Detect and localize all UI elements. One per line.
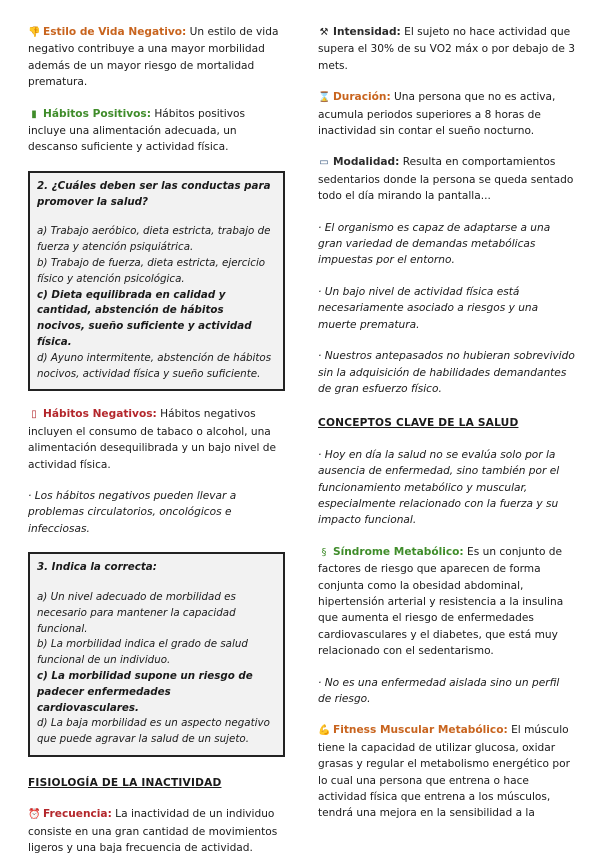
paragraph-duracion xyxy=(318,89,575,139)
alarm-clock-icon: ⏰ xyxy=(28,809,41,821)
term-fitness: Fitness Muscular Metabólico: xyxy=(333,724,508,737)
term-habitos-negativos: Hábitos Negativos: xyxy=(43,408,157,421)
paragraph-habitos-positivos xyxy=(28,106,285,156)
paragraph-modalidad xyxy=(318,154,575,204)
quiz3-option-c: c) La morbilidad supone un riesgo de padecer enfermedades cardiovasculares. xyxy=(37,670,253,714)
hourglass-icon: ⌛ xyxy=(318,92,331,104)
term-sindrome: Síndrome Metabólico: xyxy=(333,545,464,558)
thumb-down-icon: 👎 xyxy=(28,27,41,38)
left-column xyxy=(28,24,285,857)
paragraph-sindrome xyxy=(318,544,575,660)
laptop-icon: ▭ xyxy=(319,157,329,169)
paragraph-frecuencia xyxy=(28,806,285,856)
quiz3-option-a: a) Un nivel adecuado de morbilidad es necesario para mantener la capacidad funcional. xyxy=(37,591,236,635)
flexed-biceps-icon: 💪 xyxy=(318,725,331,737)
term-estilo-negativo: Estilo de Vida Negativo: xyxy=(43,26,187,38)
paragraph-habitos-negativos xyxy=(28,406,285,473)
term-frecuencia: Frecuencia: xyxy=(43,808,112,821)
quiz2-option-c: c) Dieta equilibrada en calidad y cantidad, abstención de hábitos nocivos, sueño suficiente y actividad física. xyxy=(37,288,252,349)
note-perfil-riesgo: · No es una enfermedad aislada sino un perfil de riesgo. xyxy=(318,676,560,705)
text-estilo-negativo: Un estilo de vida negativo contribuye a una mayor morbilidad además de un mayor riesgo de mortalidad prematura. xyxy=(28,26,279,89)
quiz-box-2 xyxy=(28,171,285,392)
note-antepasados: · Nuestros antepasados no hubieran sobrevivido sin la adquisición de habilidades demandantes de gran esfuerzo físico. xyxy=(318,350,575,395)
term-modalidad: Modalidad: xyxy=(333,156,400,169)
paragraph-estilo-negativo xyxy=(28,24,285,91)
text-modalidad: Resulta en comportamientos sedentarios donde la persona se queda sentado todo el día mirando la pantalla... xyxy=(318,156,574,203)
term-duracion: Duración: xyxy=(333,91,391,104)
text-duracion: Una persona que no es activa, acumula periodos superiores a 8 horas de inactividad sin contar el sueño nocturno. xyxy=(318,91,556,138)
note-organismo: · El organismo es capaz de adaptarse a una gran variedad de demandas metabólicas impuestas por el entorno. xyxy=(318,221,551,267)
note-habitos-negativos: · Los hábitos negativos pueden llevar a problemas circulatorios, oncológicos e infecciosas. xyxy=(28,490,237,535)
heading-fisiologia: FISIOLOGÍA DE LA INACTIVIDAD xyxy=(28,777,222,790)
text-fitness: El músculo tiene la capacidad de utilizar glucosa, oxidar grasas y regular el metabolismo energético por lo cual una persona que entrena o hace actividad física que entrena a los músculos, tendrá una mejora en la sensibilidad a la xyxy=(318,724,570,820)
paragraph-fitness xyxy=(318,722,575,821)
paragraph-intensidad xyxy=(318,24,575,74)
text-sindrome: Es un conjunto de factores de riesgo que aparecen de forma conjunta como la obesidad abdominal, hipertensión arterial y resistencia a la insulina que aumenta el riesgo de enfermedades cardiovasculares y el diabetes, que está muy relacionado con el sedentarismo. xyxy=(318,545,564,658)
note-bajo-nivel: · Un bajo nivel de actividad física está necesariamente asociado a riesgos y una muerte prematura. xyxy=(318,285,539,331)
heading-conceptos: CONCEPTOS CLAVE DE LA SALUD xyxy=(318,417,519,430)
term-habitos-positivos: Hábitos Positivos: xyxy=(43,107,151,120)
right-column xyxy=(318,24,575,822)
text-frecuencia: La inactividad de un individuo consiste en una gran cantidad de movimientos ligeros y una baja frecuencia de actividad. xyxy=(28,808,278,855)
quiz2-option-a: a) Trabajo aeróbico, dieta estricta, trabajo de fuerza y atención psiquiátrica. xyxy=(37,225,271,254)
quiz2-option-d: d) Ayuno intermitente, abstención de hábitos nocivos, actividad física y sueño suficiente. xyxy=(37,351,272,380)
battery-full-icon: ▮ xyxy=(31,108,37,120)
quiz-box-3 xyxy=(28,552,285,757)
text-intensidad: El sujeto no hace actividad que supera el 30% de su VO2 máx o por debajo de 3 mets. xyxy=(318,26,575,72)
text-habitos-negativos: Hábitos negativos incluyen el consumo de tabaco o alcohol, una alimentación desequilibrada y un bajo nivel de actividad física. xyxy=(28,408,277,471)
term-intensidad: Intensidad: xyxy=(333,26,401,38)
quiz3-question: 3. Indica la correcta: xyxy=(37,561,157,574)
hammer-wrench-icon: ⚒ xyxy=(319,27,329,38)
note-salud-hoy: · Hoy en día la salud no se evalúa solo por la ausencia de enfermedad, sino también por el funcionamiento metabólico y muscular, especialmente relacionado con la fuerza y su impacto funcional. xyxy=(318,448,560,527)
quiz3-option-d: d) La baja morbilidad es un aspecto negativo que puede agravar la salud de un sujeto. xyxy=(37,717,270,746)
battery-low-icon: ▯ xyxy=(31,409,37,421)
quiz3-option-b: b) La morbilidad indica el grado de salud funcional de un individuo. xyxy=(37,638,248,667)
dna-icon: § xyxy=(321,546,327,558)
quiz2-option-b: b) Trabajo de fuerza, dieta estricta, ejercicio físico y atención psicológica. xyxy=(37,257,266,285)
quiz2-question: 2. ¿Cuáles deben ser las conductas para promover la salud? xyxy=(37,179,271,208)
text-habitos-positivos: Hábitos positivos incluye una alimentación adecuada, un descanso suficiente y actividad física. xyxy=(28,107,246,154)
